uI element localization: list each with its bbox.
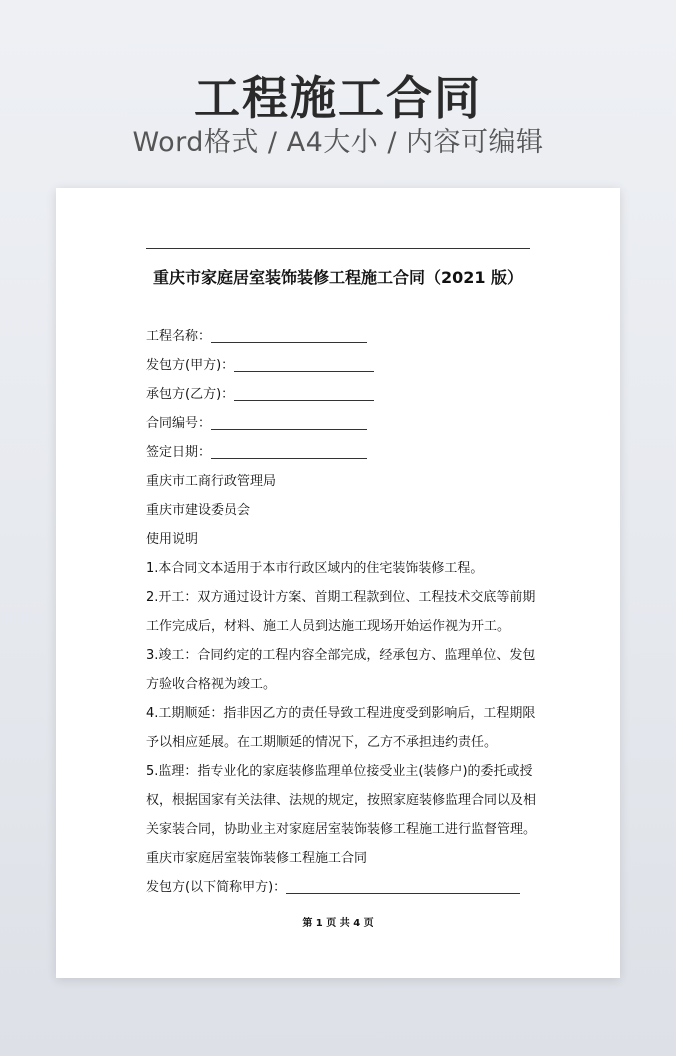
blank-line	[211, 443, 367, 459]
document-page	[56, 188, 620, 978]
text-line: 重庆市建设委员会	[146, 503, 251, 518]
field-project-name	[146, 322, 546, 351]
field-party-a-alias	[146, 873, 546, 902]
text-line: 5.监理：指专业化的家庭装修监理单位接受业主(装修户)的委托或授	[146, 764, 533, 779]
text-line: 3.竣工：合同约定的工程内容全部完成，经承包方、监理单位、发包	[146, 648, 536, 663]
blank-line	[286, 878, 520, 894]
field-label: 发包方(甲方)：	[146, 358, 235, 373]
text-line: 2.开工：双方通过设计方案、首期工程款到位、工程技术交底等前期	[146, 590, 536, 605]
text-line: 关家装合同，协助业主对家庭居室装饰装修工程施工进行监督管理。	[146, 822, 537, 837]
blank-line	[234, 356, 374, 372]
field-label: 发包方(以下简称甲方)：	[146, 880, 287, 895]
text-line: 重庆市家庭居室装饰装修工程施工合同	[146, 851, 368, 866]
text-line: 方验收合格视为竣工。	[146, 677, 277, 692]
field-label: 签定日期：	[146, 445, 212, 460]
field-contract-no	[146, 409, 546, 438]
text-line: 使用说明	[146, 532, 199, 547]
field-label: 工程名称：	[146, 329, 212, 344]
banner-subtitle: Word格式 / A4大小 / 内容可编辑	[132, 127, 544, 158]
banner-title: 工程施工合同	[194, 71, 482, 125]
field-party-b	[146, 380, 546, 409]
text-line: 重庆市工商行政管理局	[146, 474, 277, 489]
text-line: 1.本合同文本适用于本市行政区域内的住宅装饰装修工程。	[146, 561, 484, 576]
document-title: 重庆市家庭居室装饰装修工程施工合同（2021 版）	[152, 268, 524, 287]
field-label: 承包方(乙方)：	[146, 387, 235, 402]
field-sign-date	[146, 438, 546, 467]
blank-line	[211, 327, 367, 343]
text-line: 予以相应延展。在工期顺延的情况下，乙方不承担违约责任。	[146, 735, 498, 750]
text-line: 权，根据国家有关法律、法规的规定，按照家庭装修监理合同以及相	[146, 793, 537, 808]
document-body	[146, 322, 546, 902]
field-label: 合同编号：	[146, 416, 212, 431]
blank-line	[211, 414, 367, 430]
text-line: 4.工期顺延：指非因乙方的责任导致工程进度受到影响后，工程期限	[146, 706, 536, 721]
field-party-a	[146, 351, 546, 380]
text-line: 工作完成后，材料、施工人员到达施工现场开始运作视为开工。	[146, 619, 511, 634]
header-rule	[146, 248, 530, 249]
page-number: 第 1 页 共 4 页	[302, 918, 374, 929]
blank-line	[234, 385, 374, 401]
